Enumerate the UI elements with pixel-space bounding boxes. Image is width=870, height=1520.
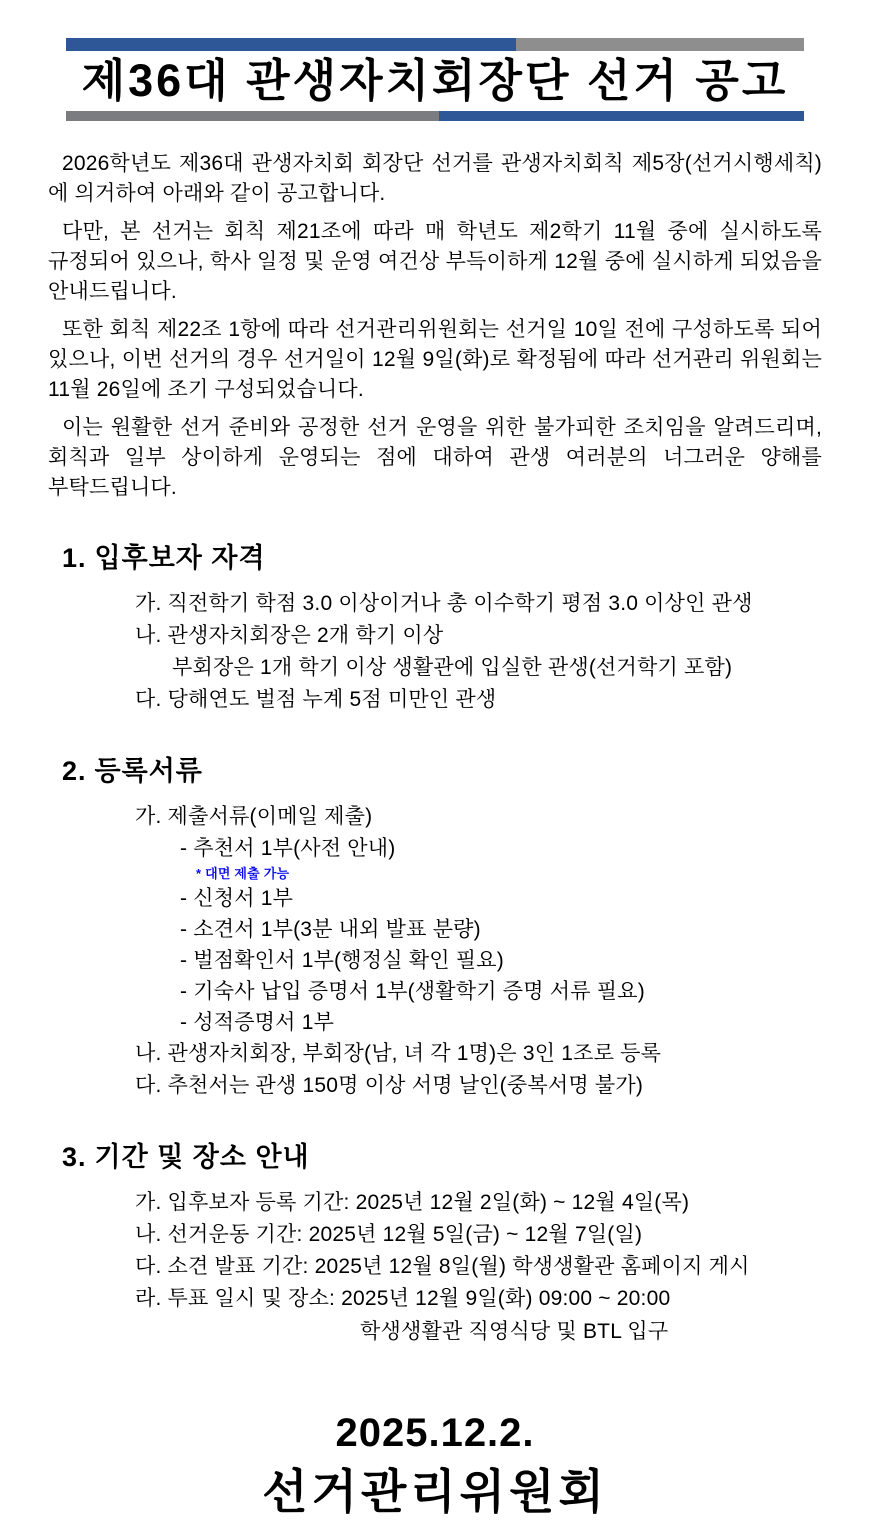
header-bottom-bar-blue-segment bbox=[439, 111, 804, 121]
section-title: 기간 및 장소 안내 bbox=[94, 1142, 310, 1172]
header-top-bar-blue-segment bbox=[66, 38, 516, 51]
section-line: 가. 직전학기 학점 3.0 이상이거나 총 이수학기 평점 3.0 이상인 관생 bbox=[135, 592, 753, 615]
header-top-bar-gray-segment bbox=[516, 38, 804, 51]
section-line: - 추천서 1부(사전 안내) bbox=[180, 837, 396, 860]
section-heading bbox=[48, 536, 822, 575]
intro-paragraphs bbox=[48, 149, 822, 503]
section-line: - 성적증명서 1부 bbox=[180, 1011, 335, 1034]
sections-container bbox=[48, 536, 822, 1348]
header-top-bar bbox=[66, 38, 804, 51]
section-line: 학생생활관 직영식당 및 BTL 입구 bbox=[360, 1320, 669, 1343]
intro-paragraph: 다만, 본 선거는 회칙 제21조에 따라 매 학년도 제2학기 11월 중에 실시하도록 규정되어 있으나, 학사 일정 및 운영 여건상 부득이하게 12월 중에 실시하게 되었음을 안내드립니다. bbox=[48, 220, 822, 303]
intro-paragraph: 2026학년도 제36대 관생자치회 회장단 선거를 관생자치회칙 제5장(선거시행세칙)에 의거하여 아래와 같이 공고합니다. bbox=[48, 152, 822, 205]
section-line: - 기숙사 납입 증명서 1부(생활학기 증명 서류 필요) bbox=[180, 980, 645, 1003]
announcement-date: 2025.12.2. bbox=[335, 1411, 535, 1455]
section-line: 다. 당해연도 벌점 누계 5점 미만인 관생 bbox=[135, 688, 497, 711]
section-line: - 소견서 1부(3분 내외 발표 분량) bbox=[180, 918, 481, 941]
section-title: 입후보자 자격 bbox=[94, 543, 266, 573]
document-footer bbox=[48, 1410, 822, 1520]
section-number: 2. bbox=[62, 756, 87, 786]
document-header bbox=[48, 38, 822, 121]
document-body bbox=[48, 149, 822, 1348]
section-heading bbox=[48, 749, 822, 788]
page-title: 제36대 관생자치회장단 선거 공고 bbox=[81, 55, 789, 106]
section-line: 가. 입후보자 등록 기간: 2025년 12월 2일(화) ~ 12월 4일(목) bbox=[135, 1191, 690, 1214]
section-line: 나. 선거운동 기간: 2025년 12월 5일(금) ~ 12월 7일(일) bbox=[135, 1223, 643, 1246]
section-line: 나. 관생자치회장, 부회장(남, 녀 각 1명)은 3인 1조로 등록 bbox=[135, 1042, 662, 1065]
section-number: 3. bbox=[62, 1142, 87, 1172]
section-number: 1. bbox=[62, 543, 87, 573]
section-line: 라. 투표 일시 및 장소: 2025년 12월 9일(화) 09:00 ~ 20:00 bbox=[135, 1287, 671, 1310]
inline-note: * 대면 제출 가능 bbox=[196, 866, 290, 881]
intro-paragraph: 이는 원활한 선거 준비와 공정한 선거 운영을 위한 불가피한 조치임을 알려드리며, 회칙과 일부 상이하게 운영되는 점에 대하여 관생 여러분의 너그러운 양해를 부탁드립니다. bbox=[48, 416, 822, 499]
section bbox=[48, 1135, 822, 1348]
section bbox=[48, 749, 822, 1102]
section bbox=[48, 536, 822, 716]
section-line: - 신청서 1부 bbox=[180, 887, 294, 910]
header-bottom-bar-gray-segment bbox=[66, 111, 439, 121]
section-line: 다. 소견 발표 기간: 2025년 12월 8일(월) 학생생활관 홈페이지 게시 bbox=[135, 1255, 750, 1278]
section-line: 다. 추천서는 관생 150명 이상 서명 날인(중복서명 불가) bbox=[135, 1074, 644, 1097]
section-line: 가. 제출서류(이메일 제출) bbox=[135, 805, 373, 828]
section-line: 나. 관생자치회장은 2개 학기 이상 bbox=[135, 624, 444, 647]
section-line: - 벌점확인서 1부(행정실 확인 필요) bbox=[180, 949, 504, 972]
header-bottom-bar bbox=[66, 111, 804, 121]
section-title: 등록서류 bbox=[94, 756, 203, 786]
issuing-organization: 선거관리위원회 bbox=[262, 1465, 608, 1518]
section-line: 부회장은 1개 학기 이상 생활관에 입실한 관생(선거학기 포함) bbox=[172, 656, 733, 679]
intro-paragraph: 또한 회칙 제22조 1항에 따라 선거관리위원회는 선거일 10일 전에 구성하도록 되어 있으나, 이번 선거의 경우 선거일이 12월 9일(화)로 확정됨에 따라 선거관리 위원회는 11월 26일에 조기 구성되었습니다. bbox=[48, 318, 822, 401]
section-heading bbox=[48, 1135, 822, 1174]
